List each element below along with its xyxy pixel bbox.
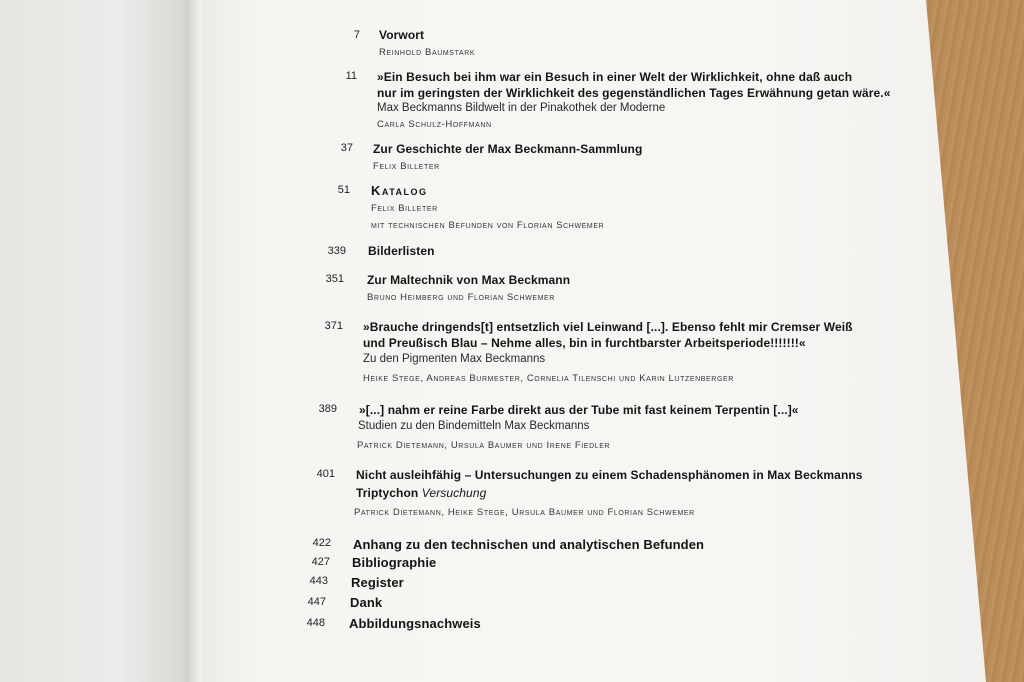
toc-subtitle: Zu den Pigmenten Max Beckmanns: [363, 353, 546, 365]
toc-title: Bilderlisten: [368, 244, 435, 258]
toc-title: Vorwort: [379, 28, 425, 42]
toc-author: Patrick Dietemann, Ursula Baumer und Irene Fiedler: [357, 440, 611, 451]
toc-author: Felix Billeter: [371, 203, 438, 214]
toc-title: nur im geringsten der Wirklichkeit des gegenständlichen Tages Erwähnung getan wäre.«: [377, 86, 891, 100]
toc-title-part: Triptychon: [356, 486, 422, 500]
toc-author: Carla Schulz-Hoffmann: [377, 119, 492, 130]
toc-author: Heike Stege, Andreas Burmester, Cornelia Tilenschi und Karin Lutzenberger: [363, 373, 734, 384]
toc-page-number: 7: [353, 29, 360, 41]
toc-title: Zur Maltechnik von Max Beckmann: [367, 273, 571, 287]
toc-title: und Preußisch Blau – Nehme alles, bin in furchtbarster Arbeitsperiode!!!!!!!«: [363, 336, 806, 350]
toc-title: Zur Geschichte der Max Beckmann-Sammlung: [373, 142, 643, 156]
toc-page-number: 447: [307, 596, 326, 608]
left-page: [0, 0, 200, 682]
toc-page-number: 389: [318, 403, 337, 415]
toc-page-number: 351: [325, 273, 344, 285]
toc-subtitle: Max Beckmanns Bildwelt in der Pinakothek der Moderne: [377, 102, 666, 114]
toc-author: mit technischen Befunden von Florian Schwemer: [371, 220, 605, 231]
toc-page-number: 422: [312, 537, 331, 549]
toc-page-number: 448: [306, 617, 325, 629]
toc-page-number: 37: [340, 142, 353, 154]
toc-title: Bibliographie: [352, 555, 437, 570]
toc-title: Katalog: [371, 183, 428, 198]
toc-title: Anhang zu den technischen und analytischen Befunden: [353, 537, 705, 552]
toc-title: »Brauche dringends[t] entsetzlich viel Leinwand [...]. Ebenso fehlt mir Cremser Weiß: [363, 320, 853, 334]
toc-title: Nicht ausleihfähig – Untersuchungen zu einem Schadensphänomen in Max Beckmanns: [356, 468, 863, 482]
toc-page-number: 427: [311, 556, 330, 568]
toc-page-number: 371: [324, 320, 343, 332]
toc-title: »Ein Besuch bei ihm war ein Besuch in einer Welt der Wirklichkeit, ohne daß auch: [377, 70, 853, 84]
toc-page-number: 339: [327, 245, 346, 257]
toc-page-number: 11: [345, 70, 357, 82]
toc-title-italic: Versuchung: [421, 486, 487, 500]
toc-title: Register: [351, 575, 404, 590]
toc-author: Patrick Dietemann, Heike Stege, Ursula Baumer und Florian Schwemer: [354, 507, 695, 518]
toc-page-number: 443: [309, 575, 328, 587]
toc-author: Felix Billeter: [373, 161, 440, 172]
toc-author: Reinhold Baumstark: [379, 47, 476, 58]
toc-title: »[...] nahm er reine Farbe direkt aus der Tube mit fast keinem Terpentin [...]«: [359, 403, 799, 417]
toc-title: Dank: [350, 595, 383, 610]
book-gutter: [186, 0, 202, 682]
toc-title: Abbildungsnachweis: [349, 616, 481, 631]
toc-author: Bruno Heimberg und Florian Schwemer: [367, 292, 555, 303]
toc-page-number: 401: [316, 468, 335, 480]
toc-subtitle: Studien zu den Bindemitteln Max Beckmanns: [358, 420, 590, 432]
toc-page-number: 51: [337, 184, 350, 196]
toc-title: [356, 486, 486, 500]
